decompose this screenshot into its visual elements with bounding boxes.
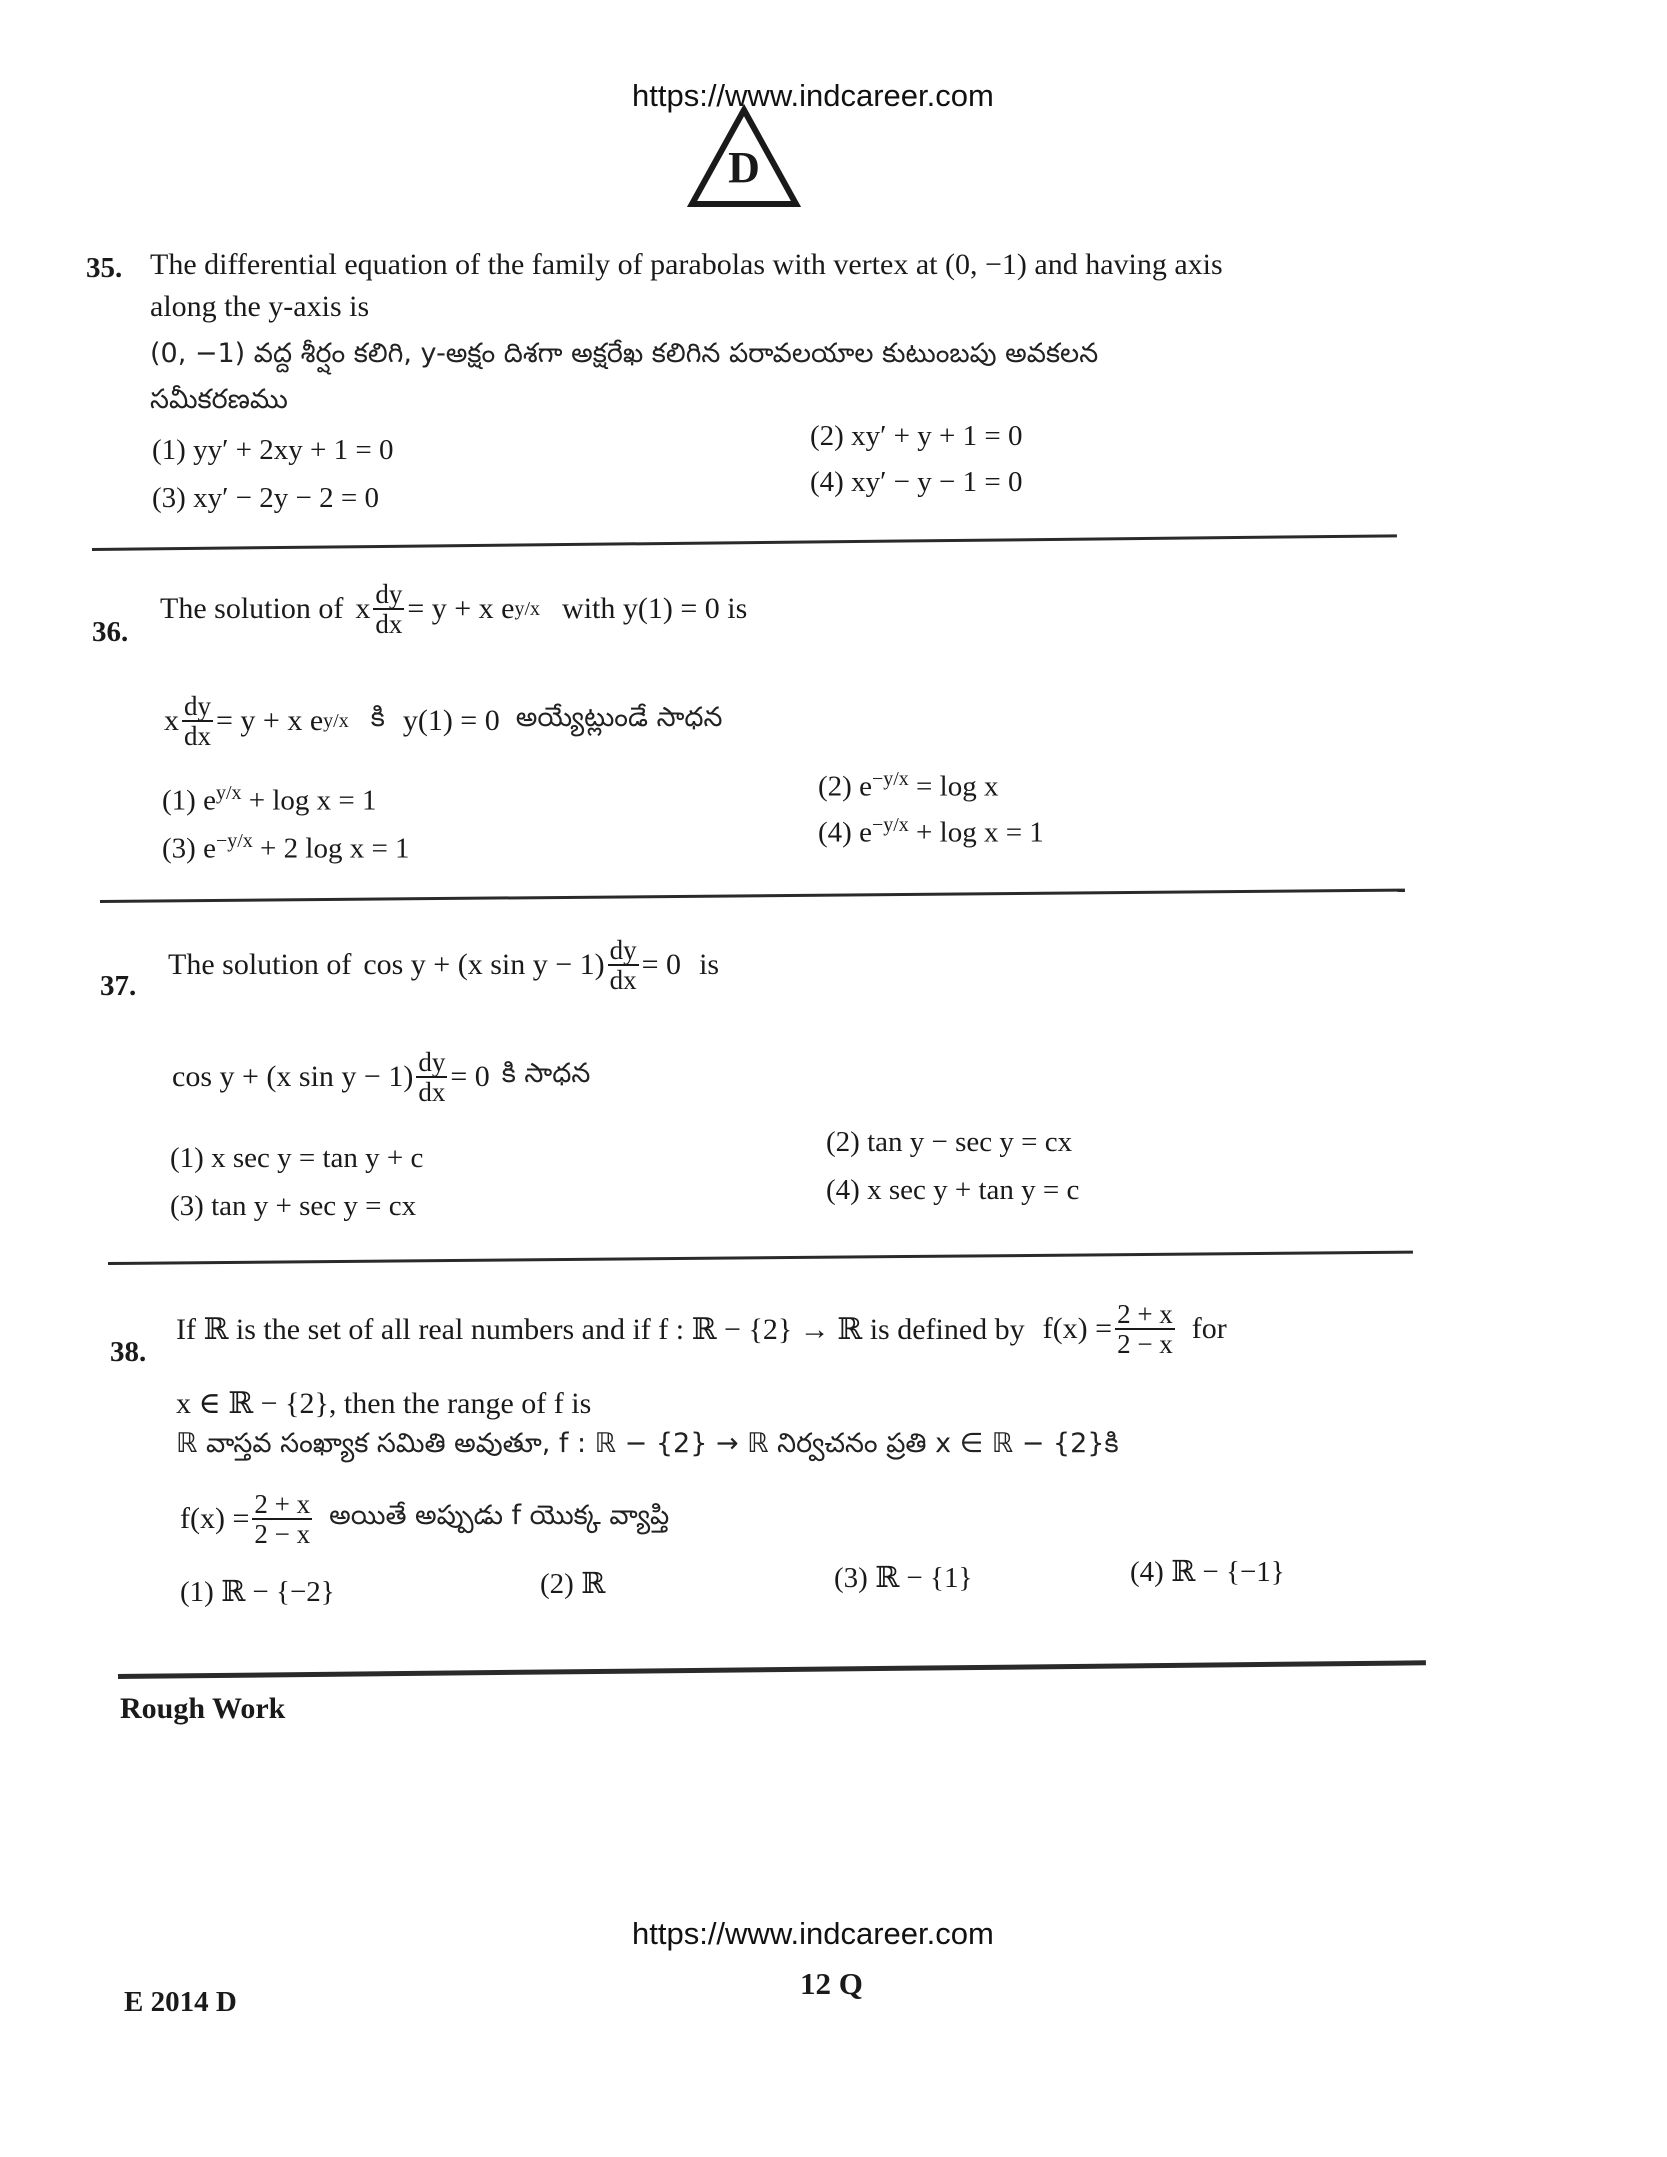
- question-text: along the y-axis is: [150, 290, 370, 323]
- option-1[interactable]: (1) ℝ − {−2}: [180, 1576, 335, 1608]
- telugu-suffix: అయ్యేట్లుండే సాధన: [515, 702, 723, 734]
- option-2[interactable]: (2) tan y − sec y = cx: [826, 1126, 1073, 1158]
- text-prefix: The solution of: [160, 592, 344, 626]
- option-text: (2) e: [818, 770, 872, 803]
- question-text: x ∈ ℝ − {2}, then the range of f is: [176, 1387, 592, 1420]
- condition: y(1) = 0: [402, 704, 500, 738]
- option-1[interactable]: [162, 782, 377, 818]
- eq-right: = y + x e: [216, 704, 324, 738]
- option-2[interactable]: (2) ℝ: [540, 1568, 606, 1600]
- exam-code: E 2014 D: [124, 1986, 237, 2018]
- option-text: + 2 log x = 1: [252, 832, 410, 865]
- question-number: 35.: [86, 252, 123, 284]
- eq-right: = y + x e: [407, 592, 515, 626]
- option-text: = log x: [908, 770, 999, 803]
- question-number: 37.: [100, 970, 137, 1002]
- separator-line: [108, 1251, 1413, 1265]
- eq-exponent: y/x: [514, 597, 541, 620]
- fraction: [373, 580, 404, 639]
- option-3[interactable]: (3) ℝ − {1}: [834, 1562, 973, 1594]
- question-text: The differential equation of the family of parabolas with vertex at (0, −1) and having axis: [150, 248, 1223, 281]
- text-suffix: with y(1) = 0 is: [562, 592, 748, 626]
- option-text: + log x = 1: [908, 816, 1044, 849]
- telugu-suffix: కి సాధన: [501, 1058, 591, 1090]
- option-exponent: −y/x: [871, 814, 909, 836]
- text-prefix: The solution of: [168, 948, 352, 982]
- fraction: [1115, 1300, 1175, 1359]
- option-text: (1) e: [162, 784, 216, 817]
- fraction-numerator: 2 + x: [1117, 1299, 1173, 1329]
- eq-exponent: y/x: [323, 709, 349, 732]
- option-4[interactable]: (4) x sec y + tan y = c: [826, 1174, 1080, 1206]
- fraction: [608, 936, 639, 995]
- text-for: for: [1191, 1312, 1227, 1346]
- fraction-denominator: dx: [609, 965, 637, 996]
- option-exponent: y/x: [215, 782, 242, 804]
- question-number: 36.: [92, 616, 129, 648]
- option-exponent: −y/x: [215, 830, 253, 852]
- telugu-suffix: అయితే అప్పుడు f యొక్క వ్యాప్తి: [329, 1500, 670, 1532]
- fraction-denominator: dx: [184, 721, 211, 752]
- eq-right: = 0: [450, 1060, 490, 1094]
- fraction: [252, 1490, 312, 1549]
- fraction-numerator: dy: [375, 579, 403, 609]
- option-4[interactable]: (4) xy′ − y − 1 = 0: [810, 466, 1023, 498]
- eq-left: x: [164, 704, 179, 738]
- fraction: [182, 692, 213, 751]
- option-4[interactable]: (4) ℝ − {−1}: [1130, 1556, 1285, 1588]
- option-3[interactable]: [162, 830, 410, 866]
- question-number: 38.: [110, 1336, 147, 1368]
- option-text: + log x = 1: [241, 784, 377, 817]
- question-text: [176, 1300, 1227, 1359]
- fraction: [416, 1048, 447, 1107]
- question-text-telugu: (0, −1) వద్ద శీర్షం కలిగి, y-అక్షం దిశగా అక్షరేఖ కలిగిన పరావలయాల కుటుంబపు అవకలన: [150, 338, 1099, 369]
- fraction-denominator: 2 − x: [1117, 1329, 1173, 1360]
- fraction-denominator: 2 − x: [254, 1519, 311, 1550]
- question-text-telugu: [180, 1490, 669, 1549]
- question-text-telugu: [172, 1048, 590, 1107]
- question-text: [160, 580, 747, 639]
- text-suffix: is: [699, 948, 720, 982]
- eq-left: cos y + (x sin y − 1): [363, 948, 605, 982]
- option-exponent: −y/x: [871, 768, 909, 790]
- eq-left: x: [355, 592, 371, 626]
- telugu-connector: కి: [370, 702, 385, 734]
- question-text: [168, 936, 719, 995]
- option-text: (3) e: [162, 832, 216, 865]
- text-line: If ℝ is the set of all real numbers and if f : ℝ − {2} → ℝ is defined by: [176, 1312, 1025, 1346]
- option-3[interactable]: (3) xy′ − 2y − 2 = 0: [152, 482, 379, 514]
- fraction-numerator: dy: [609, 935, 637, 965]
- fraction-numerator: dy: [418, 1047, 446, 1077]
- option-1[interactable]: (1) yy′ + 2xy + 1 = 0: [152, 434, 394, 466]
- header-url[interactable]: https://www.indcareer.com: [632, 78, 994, 113]
- option-4[interactable]: [818, 814, 1044, 850]
- separator-line: [118, 1660, 1426, 1679]
- fraction-denominator: dx: [375, 609, 403, 640]
- question-text-telugu: సమీకరణము: [150, 384, 288, 415]
- footer-url[interactable]: https://www.indcareer.com: [632, 1916, 994, 1951]
- question-text-telugu: [164, 692, 722, 751]
- fraction-denominator: dx: [418, 1077, 446, 1108]
- fx-label: f(x) =: [180, 1502, 250, 1536]
- fx-label: f(x) =: [1042, 1312, 1113, 1346]
- separator-line: [100, 889, 1405, 903]
- separator-line: [92, 534, 1397, 551]
- question-text-telugu: ℝ వాస్తవ సంఖ్యాక సమితి అవుతూ, f : ℝ − {2} → ℝ నిర్వచనం ప్రతి x ∈ ℝ − {2}కి: [176, 1428, 1119, 1459]
- option-2[interactable]: [818, 768, 998, 804]
- eq-right: = 0: [641, 948, 682, 982]
- option-2[interactable]: (2) xy′ + y + 1 = 0: [810, 420, 1023, 452]
- eq-left: cos y + (x sin y − 1): [172, 1060, 414, 1094]
- fraction-numerator: dy: [184, 691, 211, 721]
- rough-work-label: Rough Work: [120, 1692, 286, 1725]
- option-1[interactable]: (1) x sec y = tan y + c: [170, 1142, 424, 1174]
- series-label: D: [728, 143, 760, 192]
- option-3[interactable]: (3) tan y + sec y = cx: [170, 1190, 417, 1222]
- fraction-numerator: 2 + x: [254, 1489, 311, 1519]
- page-number: 12 Q: [800, 1966, 863, 2001]
- option-text: (4) e: [818, 816, 872, 849]
